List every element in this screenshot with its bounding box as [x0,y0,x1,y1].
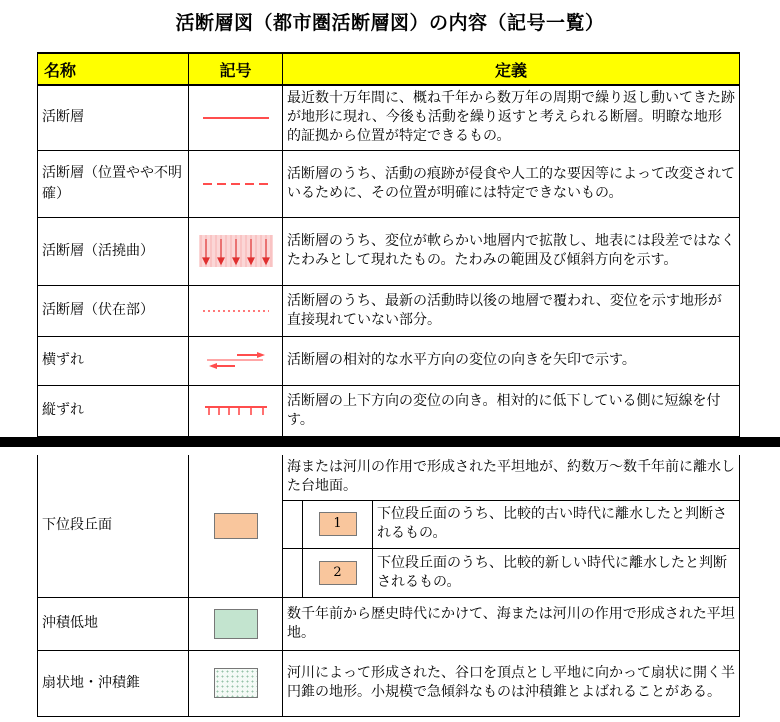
row-definition: 下位段丘面のうち、比較的古い時代に離水したと判断されるもの。 [373,500,740,548]
row-definition: 活断層の相対的な水平方向の変位の向きを矢印で示す。 [283,336,740,385]
row-definition: 最近数十万年間に、概ね千年から数万年の周期で繰り返し動いてきた跡が地形に現れ、今後も活動を繰り返すと考えられる断層。明瞭な地形的証拠から位置が特定できるもの。 [283,85,740,150]
terrace-1-swatch: 1 [319,512,357,536]
row-definition: 数千年前から歴史時代にかけて、海または河川の作用で形成された平坦地。 [283,597,740,650]
table-row [38,85,740,150]
row-definition: 活断層の上下方向の変位の向き。相対的に低下している側に短線を付す。 [283,385,740,436]
table-row [38,455,740,500]
terrain-symbol-table [37,455,740,717]
row-name: 沖積低地 [38,597,189,650]
table-row [38,150,740,217]
dotted-swatch-icon [189,650,283,716]
table-row [38,597,740,650]
lower-terrace-swatch [214,513,258,539]
row-definition: 活断層のうち、活動の痕跡が侵食や人工的な要因等によって改変されているために、その位置が明確には特定できないもの。 [283,150,740,217]
header-row [38,53,740,85]
row-name: 活断層（位置やや不明確） [38,150,189,217]
row-name: 活断層（伏在部） [38,285,189,336]
section-divider-bar [0,437,780,447]
spacer-cell [283,500,303,548]
vertical-slip-ticks-icon [189,385,283,436]
row-name: 縦ずれ [38,385,189,436]
row-name: 下位段丘面 [38,455,189,597]
strike-slip-arrows-icon [189,336,283,385]
table-row [38,336,740,385]
row-name: 活断層 [38,85,189,150]
row-name: 横ずれ [38,336,189,385]
row-name: 活断層（活撓曲） [38,217,189,285]
header-definition: 定義 [283,53,740,85]
row-definition: 活断層のうち、最新の活動時以後の地層で覆われ、変位を示す地形が直接現れていない部分。 [283,285,740,336]
terrace-2-swatch: 2 [319,561,357,585]
terrace-1-cell [303,500,373,548]
orange-swatch-icon [189,455,283,597]
terrace-2-cell [303,548,373,597]
fan-swatch [214,668,258,698]
dashed-red-line-icon [189,150,283,217]
spacer-cell [283,548,303,597]
dotted-red-line-icon [189,285,283,336]
row-definition: 活断層のうち、変位が軟らかい地層内で拡散し、地表には段差ではなくたわみとして現れたもの。たわみの範囲及び傾斜方向を示す。 [283,217,740,285]
row-name: 扇状地・沖積錐 [38,650,189,716]
header-symbol: 記号 [189,53,283,85]
row-definition: 海または河川の作用で形成された平坦地が、約数万～数千年前に離水した台地面。 [283,455,740,500]
fault-symbol-table [37,52,740,437]
row-definition: 河川によって形成された、谷口を頂点とし平地に向かって扇状に開く半円錐の地形。小規模で急傾斜なものは沖積錐とよばれることがある。 [283,650,740,716]
page-title: 活断層図（都市圏活断層図）の内容（記号一覧） [175,12,605,34]
table-row [38,650,740,716]
green-swatch-icon [189,597,283,650]
solid-red-line-icon [189,85,283,150]
table-row [38,385,740,436]
table-row [38,217,740,285]
table-row [38,285,740,336]
header-name: 名称 [38,53,189,85]
flexure-arrows-icon [189,217,283,285]
row-definition: 下位段丘面のうち、比較的新しい時代に離水したと判断されるもの。 [373,548,740,597]
alluvial-lowland-swatch [214,609,258,639]
